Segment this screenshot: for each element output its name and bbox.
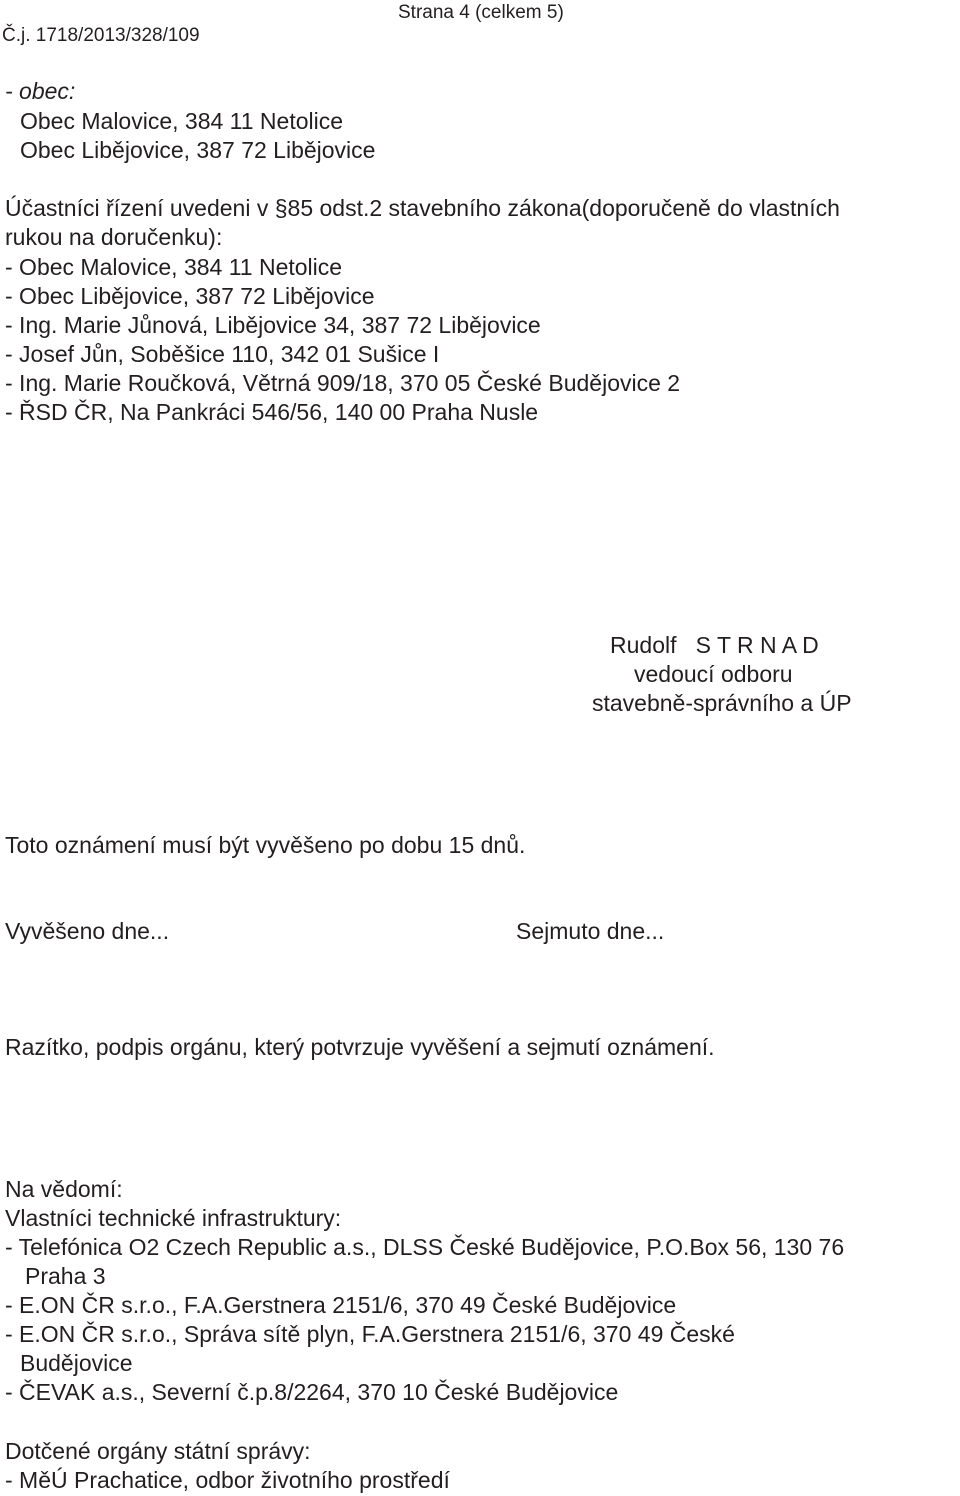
participant-item: - Obec Libějovice, 387 72 Libějovice [5,283,375,309]
signatory-department: stavebně-správního a ÚP [592,690,852,716]
for-info-item: - ČEVAK a.s., Severní č.p.8/2264, 370 10 České Budějovice [5,1379,619,1405]
participant-item: - Ing. Marie Jůnová, Libějovice 34, 387 72 Libějovice [5,312,541,338]
reference-number: Č.j. 1718/2013/328/109 [2,25,200,46]
for-info-item-cont: Praha 3 [25,1263,106,1289]
participants-heading: Účastníci řízení uvedeni v §85 odst.2 stavebního zákona(doporučeně do vlastních [5,195,840,221]
for-info-item: - E.ON ČR s.r.o., F.A.Gerstnera 2151/6, 370 49 České Budějovice [5,1292,677,1318]
signatory-name: Rudolf S T R N A D [610,632,819,658]
authority-item: - MěÚ Prachatice, odbor životního prostředí [5,1467,450,1493]
for-info-item-cont: Budějovice [20,1350,133,1376]
obec-item: Obec Libějovice, 387 72 Libějovice [20,137,376,163]
participant-item: - Obec Malovice, 384 11 Netolice [5,254,343,280]
removed-date-label: Sejmuto dne... [516,918,665,944]
obec-label: - obec: [5,78,76,104]
authorities-heading: Dotčené orgány státní správy: [5,1438,311,1464]
participant-item: - Josef Jůn, Soběšice 110, 342 01 Sušice I [5,341,440,367]
for-info-item: - E.ON ČR s.r.o., Správa sítě plyn, F.A.Gerstnera 2151/6, 370 49 České [5,1321,735,1347]
participant-item: - ŘSD ČR, Na Pankráci 546/56, 140 00 Praha Nusle [5,399,539,425]
signatory-title: vedoucí odboru [634,661,793,687]
for-info-item: - Telefónica O2 Czech Republic a.s., DLSS České Budějovice, P.O.Box 56, 130 76 [5,1234,845,1260]
for-info-subheading: Vlastníci technické infrastruktury: [5,1205,342,1231]
obec-item: Obec Malovice, 384 11 Netolice [20,108,344,134]
stamp-instruction: Razítko, podpis orgánu, který potvrzuje vyvěšení a sejmutí oznámení. [5,1034,715,1060]
participants-heading-cont: rukou na doručenku): [5,224,223,250]
participant-item: - Ing. Marie Roučková, Větrná 909/18, 370 05 České Budějovice 2 [5,370,681,396]
for-info-heading: Na vědomí: [5,1176,123,1202]
posted-date-label: Vyvěšeno dne... [5,918,170,944]
posting-period-text: Toto oznámení musí být vyvěšeno po dobu 15 dnů. [5,832,526,858]
page-number: Strana 4 (celkem 5) [398,2,564,23]
